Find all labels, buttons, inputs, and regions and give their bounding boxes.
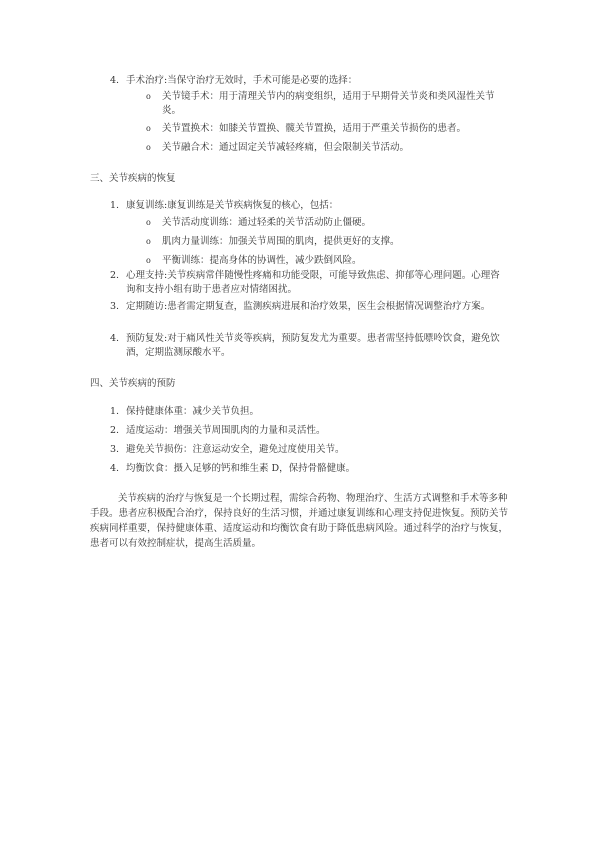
list-item bbox=[110, 332, 505, 360]
bullet-icon: o bbox=[146, 256, 151, 265]
list-item-text: 心理支持:关节疾病常伴随慢性疼痛和功能受限，可能导致焦虑、抑郁等心理问题。心理咨询和支持小组有助于患者应对情绪困扰。 bbox=[126, 270, 500, 295]
bullet-icon: o bbox=[146, 92, 151, 101]
list-number: 4. bbox=[110, 333, 120, 344]
sub-list-item bbox=[146, 254, 506, 268]
list-item-text: 保持健康体重：减少关节负担。 bbox=[126, 406, 260, 417]
bullet-icon: o bbox=[146, 124, 151, 133]
sub-list-item bbox=[146, 90, 506, 118]
list-item bbox=[110, 405, 505, 419]
list-item-text: 定期随访:患者需定期复查，监测疾病进展和治疗效果，医生会根据情况调整治疗方案。 bbox=[126, 301, 491, 312]
section-heading: 四、关节疾病的预防 bbox=[90, 378, 176, 389]
sub-list-item-text: 关节镜手术：用于清理关节内的病变组织，适用于早期骨关节炎和类风湿性关节炎。 bbox=[162, 91, 495, 116]
list-item-text: 预防复发:对于痛风性关节炎等疾病，预防复发尤为重要。患者需坚持低嘌呤饮食，避免饮酒，定期监测尿酸水平。 bbox=[126, 333, 500, 358]
sub-list-item-text: 关节置换术：如膝关节置换、髋关节置换，适用于严重关节损伤的患者。 bbox=[162, 123, 467, 134]
list-number: 3. bbox=[110, 444, 120, 455]
list-number: 2. bbox=[110, 425, 120, 436]
bullet-icon: o bbox=[146, 237, 151, 246]
sub-list-item-text: 平衡训练：提高身体的协调性，减少跌倒风险。 bbox=[162, 255, 362, 266]
list-number: 4. bbox=[110, 75, 120, 86]
sub-list-item-text: 关节融合术：通过固定关节减轻疼痛，但会限制关节活动。 bbox=[162, 142, 410, 153]
list-number: 1. bbox=[110, 200, 120, 211]
sub-list-item-text: 肌肉力量训练：加强关节周围的肌肉，提供更好的支撑。 bbox=[162, 236, 400, 247]
bullet-icon: o bbox=[146, 218, 151, 227]
sub-list-item-text: 关节活动度训练：通过轻柔的关节活动防止僵硬。 bbox=[162, 217, 372, 228]
list-number: 2. bbox=[110, 270, 120, 281]
list-item-text: 康复训练:康复训练是关节疾病恢复的核心，包括： bbox=[126, 200, 339, 211]
list-number: 1. bbox=[110, 406, 120, 417]
list-item-text: 适度运动：增强关节周围肌肉的力量和灵活性。 bbox=[126, 425, 326, 436]
list-item bbox=[110, 199, 505, 213]
list-item bbox=[110, 443, 505, 457]
conclusion-paragraph: 关节疾病的治疗与恢复是一个长期过程，需综合药物、物理治疗、生活方式调整和手术等多种手段。患者应积极配合治疗，保持良好的生活习惯，并通过康复训练和心理支持促进恢复。预防关节疾病同样重要，保持健康体重、适度运动和均衡饮食有助于降低患病风险。通过科学的治疗与恢复，患者可以有效控制症状，提高生活质量。 bbox=[90, 493, 509, 549]
list-item bbox=[110, 74, 505, 88]
list-number: 3. bbox=[110, 301, 120, 312]
section-heading: 三、关节疾病的恢复 bbox=[90, 173, 176, 184]
list-item bbox=[110, 300, 505, 314]
list-item-text: 避免关节损伤：注意运动安全，避免过度使用关节。 bbox=[126, 444, 345, 455]
list-item bbox=[110, 424, 505, 438]
list-item-text: 均衡饮食：摄入足够的钙和维生素 D，保持骨骼健康。 bbox=[126, 463, 356, 474]
list-item-text: 手术治疗:当保守治疗无效时，手术可能是必要的选择： bbox=[126, 75, 358, 86]
sub-list-item bbox=[146, 235, 506, 249]
sub-list-item bbox=[146, 216, 506, 230]
sub-list-item bbox=[146, 141, 506, 155]
list-number: 4. bbox=[110, 463, 120, 474]
list-item bbox=[110, 462, 505, 476]
list-item bbox=[110, 269, 505, 297]
sub-list-item bbox=[146, 122, 506, 136]
bullet-icon: o bbox=[146, 143, 151, 152]
